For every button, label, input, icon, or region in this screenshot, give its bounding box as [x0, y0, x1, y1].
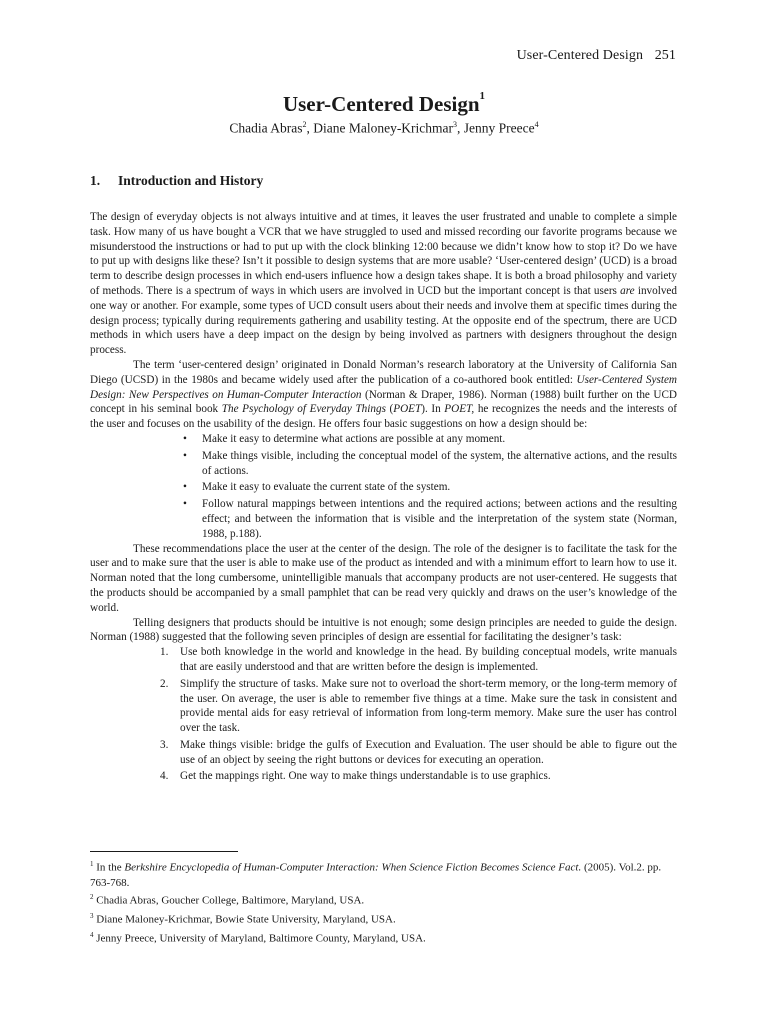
footnote: [90, 909, 677, 928]
footnote: [90, 928, 677, 947]
author-footnote-marker: 4: [534, 120, 539, 129]
footnote-text: [94, 914, 396, 926]
paragraph-principles-intro: [90, 616, 677, 646]
list-item: [183, 480, 677, 495]
list-item: [160, 645, 677, 675]
author-separator: ,: [457, 120, 464, 136]
paper-title-text: User-Centered Design: [282, 92, 480, 116]
text-run: These recommendations place the user at the center of the design. The role of the designer is to facilitate the task for the user and to make sure that the user is able to make use of the product as intended and with a minimum effort to learn how to use it. Norman noted that the long cumbersome, unintelligible manuals that accompany products are not user-centered. He suggests that the products should be accompanied by a small pamphlet that can be read very quickly and draws on the user’s knowledge of the world.: [90, 542, 677, 614]
page-number: 251: [654, 48, 676, 63]
list-item: [160, 677, 677, 736]
list-item: [160, 738, 677, 768]
text-run: The term ‘user-centered design’ originated in Donald Norman’s research laboratory at the University of California San Diego (UCSD) in the 1980s and became widely used after the publication of a co-authored book entitled:: [90, 358, 677, 386]
author-separator: ,: [306, 120, 314, 136]
footnote-divider: [90, 851, 238, 852]
running-title: User-Centered Design: [516, 48, 644, 63]
italic-text: Berkshire Encyclopedia of Human-Computer Interaction: When Science Fiction Becomes Science Fact.: [124, 861, 582, 874]
list-item-text: Make things visible: bridge the gulfs of Execution and Evaluation. The user should be able to figure out the use of an object by seeing the right buttons or devices for executing an operation.: [180, 738, 677, 766]
list-item: [183, 497, 677, 541]
italic-text: User-Centered System Design: New Perspectives on Human-Computer Interaction: [90, 373, 677, 401]
footnote-marker: 4: [90, 930, 94, 939]
footnote-marker: 2: [90, 893, 94, 902]
text-run: (: [385, 403, 394, 416]
list-item-number: 1.: [160, 646, 169, 659]
paragraph-ucd-origin: [90, 358, 677, 432]
list-item-number: 4.: [160, 770, 169, 783]
italic-text: POET: [393, 403, 422, 416]
author-name: Jenny Preece: [463, 120, 535, 136]
text-run: In the: [93, 861, 125, 874]
list-item: [160, 769, 677, 784]
italic-text: POET,: [444, 403, 475, 416]
list-item-number: 3.: [160, 738, 169, 751]
text-run: The design of everyday objects is not always intuitive and at times, it leaves the user frustrated and unable to complete a simple task. How many of us have bought a VCR that we have struggled to used and missed recording our favorite programs because we misunderstood the instructions or had to put up with the clock blinking 12:00 because we didn’t know how to stop it? Do we have to put up with designs like these? Isn’t it possible to design systems that are more usable? ‘User-centered design’ (UCD) is a broad term to describe design processes in which end-users influence how a design takes shape. It is both a broad philosophy and variety of methods. There is a spectrum of ways in which users are involved in UCD but the important concept is that users: [90, 211, 677, 297]
footnote-text: [94, 895, 365, 907]
text-run: Chadia Abras, Goucher College, Baltimore, Maryland, USA.: [93, 895, 365, 908]
footnotes: [90, 857, 677, 946]
footnote: [90, 890, 677, 909]
text-run: (2005). Vol.2. pp. 763-768.: [90, 861, 662, 889]
suggestion-list: [90, 432, 677, 542]
list-item-text: Make it easy to evaluate the current state of the system.: [202, 481, 451, 494]
author-name: Diane Maloney-Krichmar: [313, 120, 454, 136]
list-item-text: Follow natural mappings between intentions and the required actions; between actions and the resulting effect; and between the information that is visible and the interpretation of the system state (Norman, 1988, p.188).: [202, 498, 677, 540]
footnote: [90, 857, 677, 890]
list-item: [183, 432, 677, 447]
section-heading: [90, 173, 263, 189]
bullet-icon: •: [183, 481, 187, 494]
text-run: (Norman & Draper, 1986). Norman (1988) built further on the UCD concept in his seminal book: [90, 388, 677, 416]
list-item-text: Use both knowledge in the world and knowledge in the head. By building conceptual models, write manuals that are easily understood and that are written before the design is implemented.: [180, 646, 677, 673]
bullet-icon: •: [183, 432, 187, 445]
footnote-marker: 1: [90, 860, 94, 868]
author-list: [0, 120, 768, 137]
text-run: Jenny Preece, University of Maryland, Baltimore County, Maryland, USA.: [93, 932, 426, 945]
bullet-icon: •: [183, 498, 187, 511]
title-footnote-marker: 1: [479, 90, 486, 102]
italic-text: are: [620, 284, 635, 297]
running-header: [517, 48, 676, 64]
author-footnote-marker: 3: [453, 120, 458, 129]
text-run: Telling designers that products should be intuitive is not enough; some design principles are needed to guide the design. Norman (1988) suggested that the following seven principles of design are essential for facilitating the designer’s task:: [90, 616, 677, 644]
footnote-text: [90, 862, 661, 889]
section-title: Introduction and History: [118, 173, 264, 188]
bullet-icon: •: [183, 449, 187, 462]
text-run: ). In: [421, 403, 445, 416]
principles-list: [90, 645, 677, 784]
list-item: [183, 449, 677, 479]
text-run: he recognizes the needs and the interests of the user and focuses on the usability of the design. He offers four basic suggestions on how a design should be:: [90, 403, 678, 431]
list-item-number: 2.: [160, 677, 169, 690]
body-text: [90, 210, 677, 784]
footnote-text: [94, 932, 426, 944]
list-item-text: Make it easy to determine what actions are possible at any moment.: [202, 432, 506, 445]
paragraph-recommendations: [90, 542, 677, 616]
paper-title: [0, 92, 768, 117]
list-item-text: Make things visible, including the conceptual model of the system, the alternative actions, and the results of actions.: [202, 449, 677, 477]
italic-text: The Psychology of Everyday Things: [221, 403, 386, 416]
author-name: Chadia Abras: [229, 120, 303, 136]
paragraph-intro: [90, 210, 677, 358]
author-footnote-marker: 2: [302, 120, 307, 129]
list-item-text: Get the mappings right. One way to make things understandable is to use graphics.: [180, 770, 551, 783]
text-run: Diane Maloney-Krichmar, Bowie State University, Maryland, USA.: [93, 913, 396, 926]
footnote-marker: 3: [90, 912, 94, 921]
list-item-text: Simplify the structure of tasks. Make sure not to overload the short-term memory, or the long-term memory of the user. On average, the user is able to remember five things at a time. Make sure the task in consistent and provide mental aids for easy retrieval of information from long-term memory. Make sure the user has control over the task.: [180, 677, 677, 735]
text-run: involved one way or another. For example, some types of UCD consult users about their needs and involve them at specific times during the design process; typically during requirements gathering and usability testing. At the opposite end of the spectrum, there are UCD methods in which users have a deep impact on the design by being involved as partners with designers throughout the design process.: [90, 284, 677, 357]
section-number: 1.: [90, 173, 101, 188]
